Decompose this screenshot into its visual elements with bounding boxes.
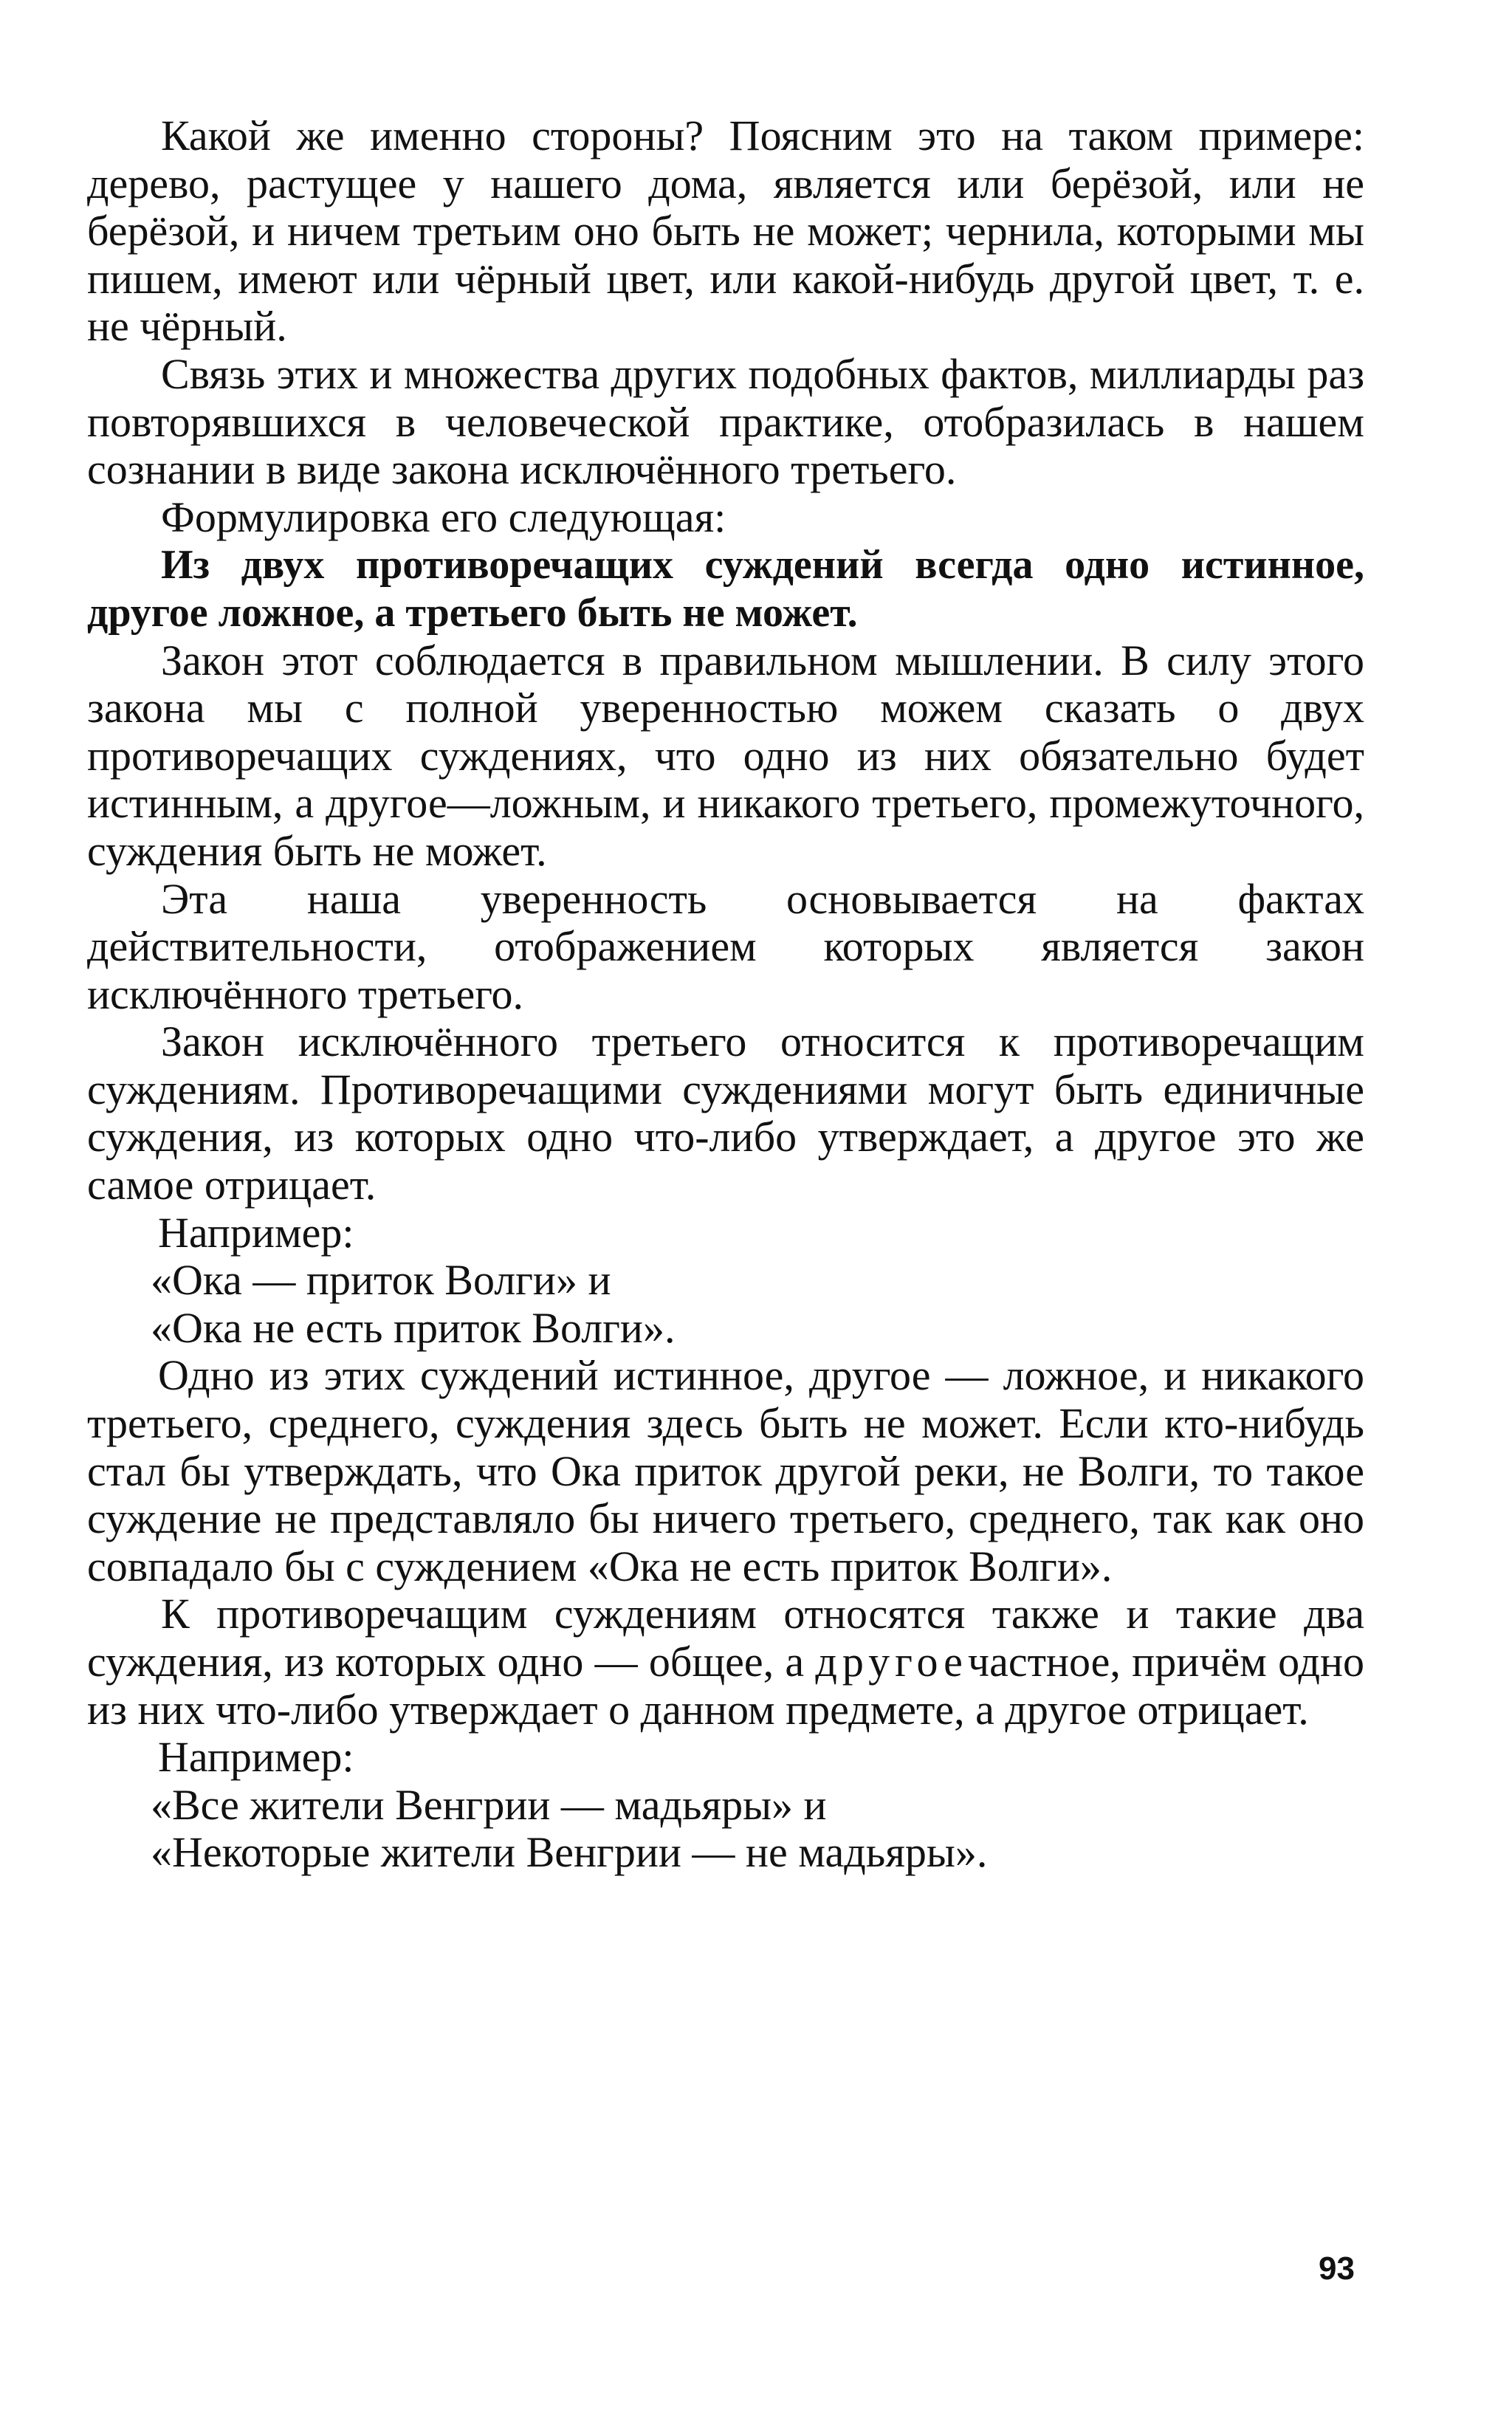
paragraph-general-after: частное, причём одно из них что-либо утверждает о данном предмете, а другое отрицает.	[87, 1638, 1364, 1734]
paragraph-connection-of-facts: Связь этих и множества других подобных фактов, миллиарды раз повторявшихся в человеческой практике, отобразилась в нашем сознании в виде закона исключённого третьего.	[87, 349, 1364, 494]
paragraph-contradictory-judgments: Закон исключённого третьего относится к противоречащим суждениям. Противоречащими суждениями могут быть единичные суждения, из которых одно что-либо утверждает, а другое это же самое отрицает.	[87, 1017, 1364, 1209]
example-2-line-2: «Некоторые жители Венгрии — не мадьяры».	[151, 1828, 988, 1877]
paragraph-one-true-one-false: Одно из этих суждений истинное, другое — ложное, и никакого третьего, среднего, суждения здесь быть не может. Если кто-нибудь стал бы утверждать, что Ока приток другой реки, не Волги, то такое суждение не представляло бы ничего третьего, среднего, так как оно совпадало бы с суждением «Ока не есть приток Волги».	[87, 1351, 1364, 1590]
paragraph-formulation-intro: Формулировка его следующая:	[161, 492, 726, 541]
example-2-label: Например:	[158, 1733, 354, 1782]
page-number: 93	[1319, 2250, 1355, 2287]
paragraph-which-side: Какой же именно стороны? Поясним это на таком примере: дерево, растущее у нашего дома, является или берёзой, или не берёзой, и ничем третьим оно быть не может; чернила, которыми мы пишем, имеют или чёрный цвет, или какой-нибудь другой цвет, т. е. не чёрный.	[87, 111, 1364, 351]
law-of-excluded-middle-statement: Из двух противоречащих суждений всегда одно истинное, другое ложное, а третьего быть не может.	[87, 542, 1364, 636]
example-1-line-2: «Ока не есть приток Волги».	[151, 1303, 676, 1352]
example-1-line-1: «Ока — приток Волги» и	[151, 1256, 611, 1305]
paragraph-general-before: К противоречащим суждениям относятся также и такие два суждения, из которых одно — общее, а	[87, 1590, 1364, 1686]
paragraph-law-observed: Закон этот соблюдается в правильном мышлении. В силу этого закона мы с полной уверенностью можем сказать о двух противоречащих суждениях, что одно из них обязательно будет истинным, а другое—ложным, и никакого третьего, промежуточного, суждения быть не может.	[87, 636, 1364, 875]
paragraph-general-and-particular	[87, 1590, 1364, 1734]
book-page-body	[87, 112, 1364, 1877]
example-1-label: Например:	[158, 1208, 354, 1257]
paragraph-confidence-based-on-facts: Эта наша уверенность основывается на фактах действительности, отображением которых является закон исключённого третьего.	[87, 874, 1364, 1018]
example-2-line-1: «Все жители Венгрии — мадьяры» и	[151, 1780, 827, 1829]
paragraph-general-spaced-word: другое	[815, 1638, 968, 1686]
